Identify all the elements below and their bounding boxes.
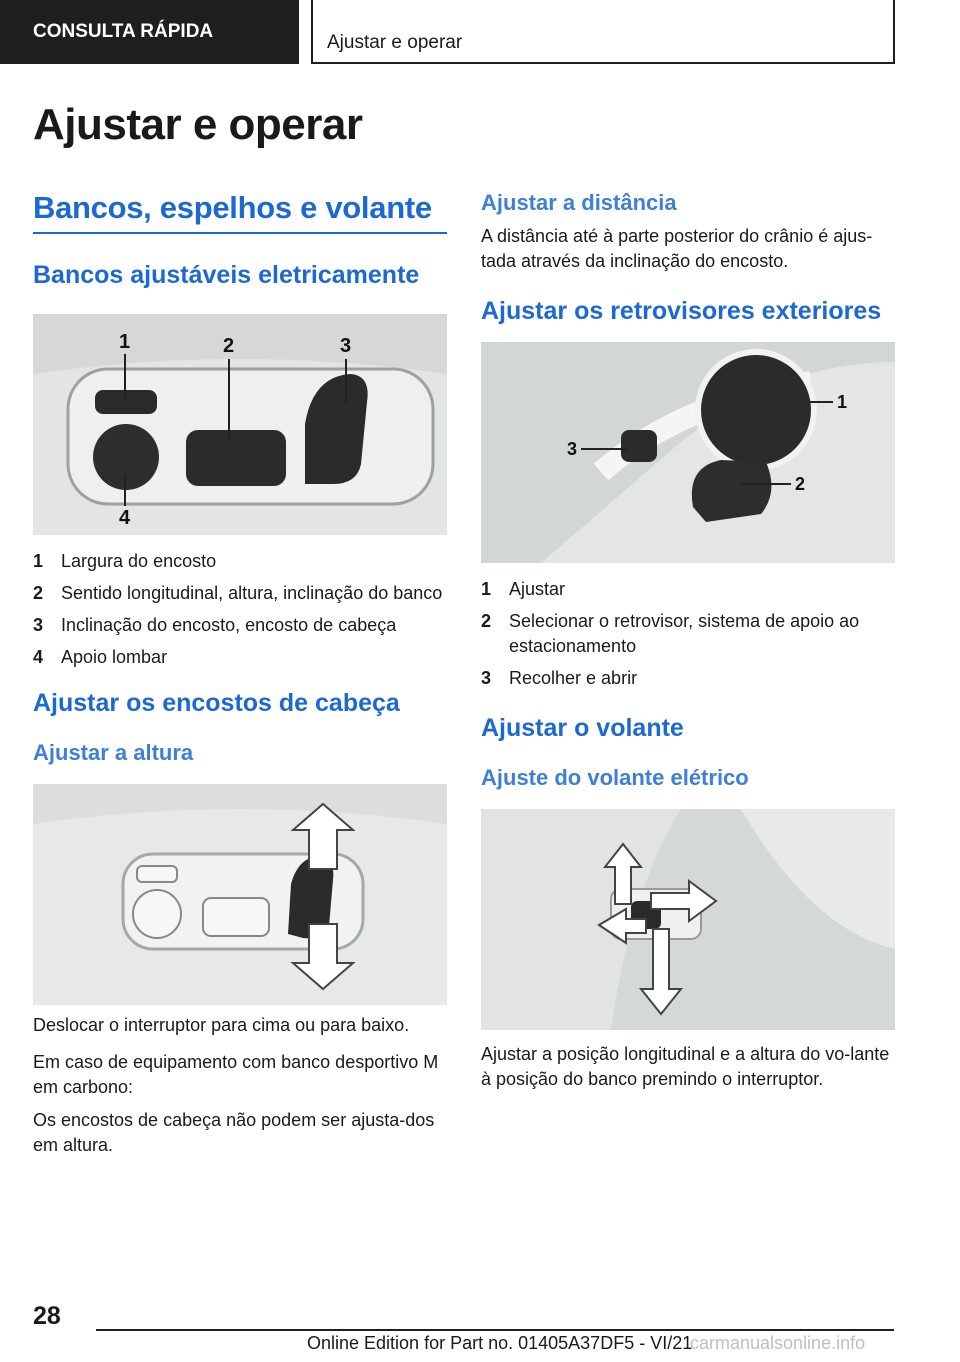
- heading-wheel-electric: Ajuste do volante elétrico: [481, 765, 749, 790]
- steering-switch-illustration: [481, 809, 895, 1030]
- mirror-label-1: 1: [837, 392, 848, 412]
- legend-num: 3: [33, 615, 44, 635]
- header-section-tab: CONSULTA RÁPIDA: [0, 0, 299, 64]
- heading-distance: Ajustar a distância: [481, 190, 677, 215]
- seat-controls-figure: [33, 314, 447, 535]
- header-title: Ajustar e operar: [311, 0, 895, 64]
- legend-num: 4: [33, 647, 44, 667]
- paragraph-not-adjustable: Os encostos de cabeça não podem ser ajusta-dos em altura.: [33, 1110, 435, 1155]
- legend-text: Recolher e abrir: [509, 668, 638, 688]
- list-item: [481, 609, 895, 659]
- seat-legend: [33, 549, 447, 670]
- steering-wheel-figure: [481, 809, 895, 1030]
- paragraph-move-switch: Deslocar o interruptor para cima ou para baixo.: [33, 1015, 410, 1035]
- headrest-height-figure: [33, 784, 447, 1005]
- legend-text: Apoio lombar: [61, 647, 168, 667]
- list-item: [33, 613, 447, 638]
- heading-mirrors: Ajustar os retrovisores exteriores: [481, 297, 882, 325]
- paragraph-distance: A distância até à parte posterior do crânio é ajus-tada através da inclinação do encosto.: [481, 226, 873, 271]
- edition-text: Online Edition for Part no. 01405A37DF5 - VI/21: [307, 1333, 693, 1353]
- seat-label-1: 1: [119, 331, 131, 353]
- heading-wheel: Ajustar o volante: [481, 714, 684, 742]
- mirror-label-3: 3: [567, 439, 578, 459]
- seat-label-4: 4: [119, 507, 131, 529]
- left-column: [33, 190, 447, 1158]
- legend-num: 2: [481, 611, 492, 631]
- legend-num: 1: [33, 551, 44, 571]
- mirror-legend: [481, 577, 895, 691]
- legend-num: 3: [481, 668, 492, 688]
- legend-num: 2: [33, 583, 44, 603]
- mirror-controls-illustration: [481, 342, 895, 563]
- chapter-title: Ajustar e operar: [33, 100, 363, 149]
- page-number: 28: [33, 1302, 61, 1330]
- footer-divider: [96, 1329, 894, 1331]
- headrest-switch-illustration: [33, 784, 447, 1005]
- seat-label-3: 3: [340, 335, 352, 357]
- legend-text: Ajustar: [509, 579, 566, 599]
- legend-text: Sentido longitudinal, altura, inclinação do banco: [61, 583, 443, 603]
- heading-height: Ajustar a altura: [33, 740, 194, 765]
- section-heading: Bancos, espelhos e volante: [33, 190, 447, 234]
- list-item: [481, 577, 895, 602]
- legend-text: Selecionar o retrovisor, sistema de apoio ao estacionamento: [509, 611, 860, 656]
- legend-num: 1: [481, 579, 492, 599]
- seat-controls-illustration: [33, 314, 447, 535]
- paragraph-sport-seat: Em caso de equipamento com banco desportivo M em carbono:: [33, 1052, 439, 1097]
- legend-text: Largura do encosto: [61, 551, 217, 571]
- heading-headrests: Ajustar os encostos de cabeça: [33, 689, 400, 717]
- list-item: [481, 666, 895, 691]
- heading-seats: Bancos ajustáveis eletricamente: [33, 261, 420, 289]
- seat-label-2: 2: [223, 335, 235, 357]
- list-item: [33, 549, 447, 574]
- mirror-label-2: 2: [795, 474, 806, 494]
- list-item: [33, 645, 447, 670]
- mirror-controls-figure: [481, 342, 895, 563]
- right-column: [481, 190, 895, 1092]
- watermark: carmanualsonline.info: [690, 1333, 866, 1353]
- list-item: [33, 581, 447, 606]
- paragraph-wheel: Ajustar a posição longitudinal e a altura do vo-lante à posição do banco premindo o interruptor.: [481, 1044, 890, 1089]
- legend-text: Inclinação do encosto, encosto de cabeça: [61, 615, 397, 635]
